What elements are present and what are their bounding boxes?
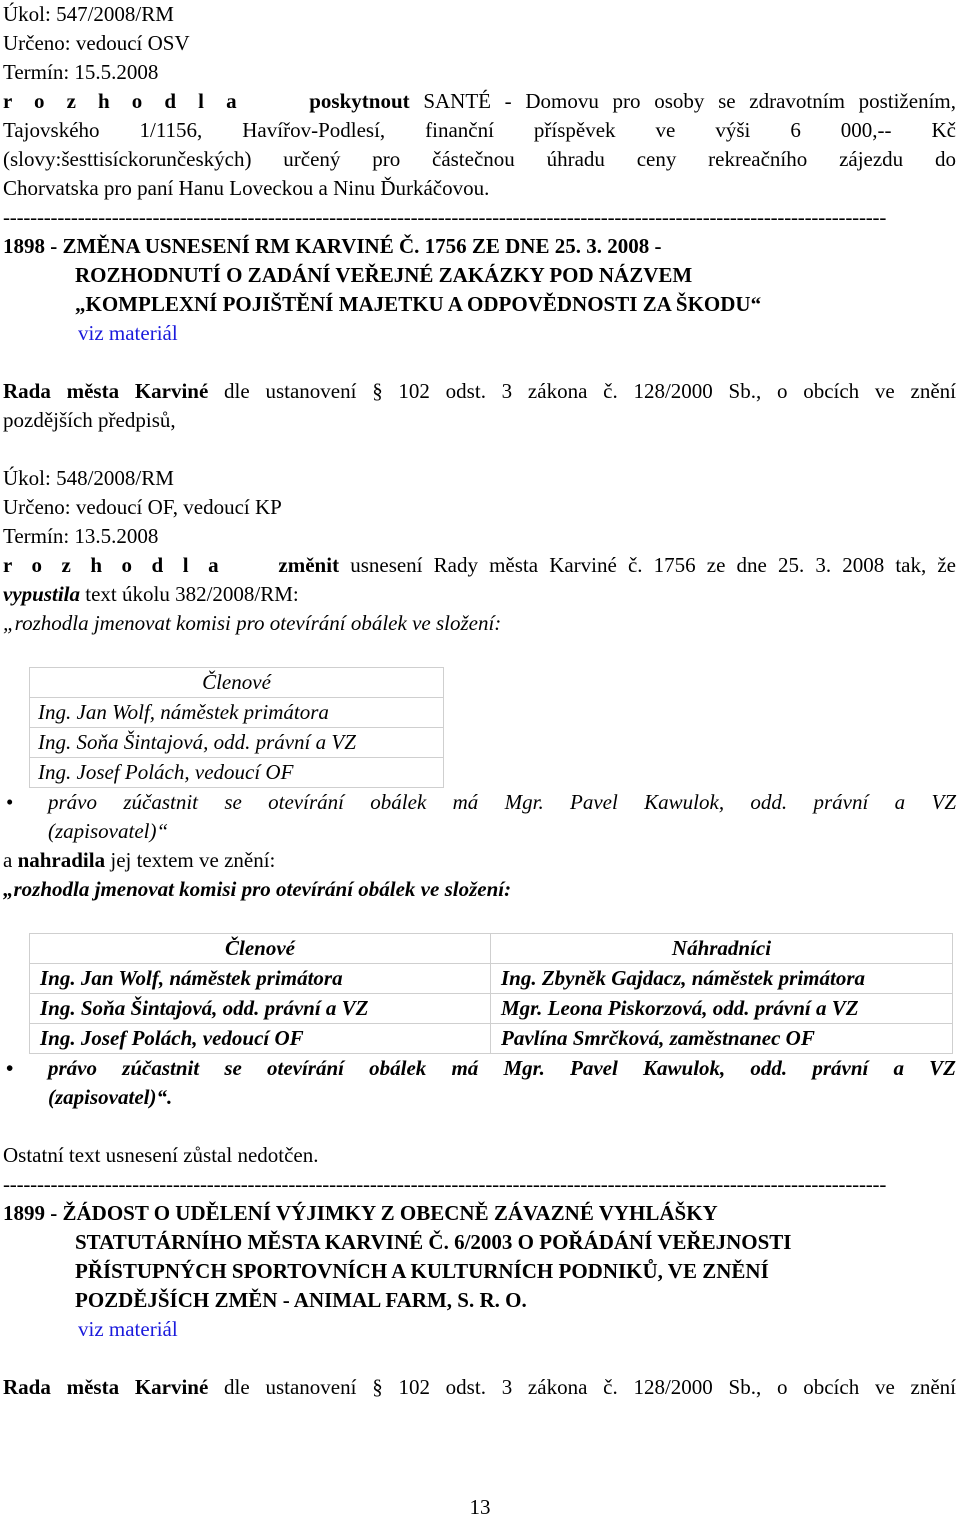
bullet-icon: •	[6, 1056, 14, 1080]
table-row: Ing. Jan Wolf, náměstek primátora	[30, 698, 444, 728]
decision-paragraph-line: Chorvatska pro paní Hanu Loveckou a Ninu Ďurkáčovou.	[3, 176, 490, 200]
section-divider: ----------------------------------------------------------------------------------------------------------------------------------	[3, 205, 887, 229]
deadline: Termín: 15.5.2008	[3, 60, 159, 84]
council-authority-line: Rada města Karviné dle ustanovení § 102 odst. 3 zákona č. 128/2000 Sb., o obcích ve znění	[3, 379, 956, 403]
task-number: Úkol: 547/2008/RM	[3, 2, 174, 26]
decision-paragraph-line: (slovy:šesttisíckorunčeských) určený pro částečnou úhradu ceny rekreačního zájezdu do	[3, 147, 956, 171]
view-material-link[interactable]: viz materiál	[78, 321, 178, 345]
table-row: Ing. Soňa Šintajová, odd. právní a VZ	[30, 728, 444, 758]
table-header: Náhradníci	[491, 934, 953, 964]
decision-verb: poskytnout	[309, 89, 410, 113]
table-header: Členové	[30, 668, 444, 698]
quoted-text: „rozhodla jmenovat komisi pro otevírání obálek ve složení:	[3, 611, 502, 635]
page-number: 13	[469, 1495, 491, 1519]
members-table-old	[29, 667, 444, 788]
decision-paragraph-line: Tajovského 1/1156, Havířov-Podlesí, finanční příspěvek ve výši 6 000,-- Kč	[3, 118, 956, 142]
table-row: Ing. Josef Polách, vedoucí OF Pavlína Smrčková, zaměstnanec OF	[30, 1024, 953, 1054]
resolution-heading-1898: 1898 - ZMĚNA USNESENÍ RM KARVINÉ Č. 1756 ZE DNE 25. 3. 2008 - ROZHODNUTÍ O ZADÁNÍ VEŘEJNÉ ZAKÁZKY POD NÁZVEM „KOMPLEXNÍ POJIŠTĚNÍ MAJETKU A ODPOVĚDNOSTI ZA ŠKODU“	[3, 234, 762, 316]
task-number: Úkol: 548/2008/RM	[3, 466, 174, 490]
decision-keyword: r o z h o d l a	[3, 89, 241, 113]
decision-paragraph-line: r o z h o d l a změnit usnesení Rady města Karviné č. 1756 ze dne 25. 3. 2008 tak, že	[3, 553, 956, 577]
table-row: Ing. Soňa Šintajová, odd. právní a VZ Mgr. Leona Piskorzová, odd. právní a VZ	[30, 994, 953, 1024]
resolution-heading-1899: 1899 - ŽÁDOST O UDĚLENÍ VÝJIMKY Z OBECNĚ ZÁVAZNÉ VYHLÁŠKY STATUTÁRNÍHO MĚSTA KARVINÉ Č. 6/2003 O POŘÁDÁNÍ VEŘEJNOSTI PŘÍSTUPNÝCH SPORTOVNÍCH A KULTURNÍCH PODNIKŮ, VE ZNĚNÍ POZDĚJŠÍCH ZMĚN - ANIMAL FARM, S. R. O.	[3, 1201, 792, 1312]
council-authority-line: pozdějších předpisů,	[3, 408, 176, 432]
bullet-item: • právo zúčastnit se otevírání obálek má Mgr. Pavel Kawulok, odd. právní a VZ (zapisovatel)“	[6, 790, 956, 843]
deadline: Termín: 13.5.2008	[3, 524, 159, 548]
table-row: Ing. Jan Wolf, náměstek primátora Ing. Zbyněk Gajdacz, náměstek primátora	[30, 964, 953, 994]
replacement-line: a nahradila jej textem ve znění:	[3, 848, 276, 872]
table-row: Ing. Josef Polách, vedoucí OF	[30, 758, 444, 788]
assigned-to: Určeno: vedoucí OSV	[3, 31, 190, 55]
decision-paragraph-line: vypustila text úkolu 382/2008/RM:	[3, 582, 299, 606]
bullet-icon: •	[6, 790, 14, 814]
view-material-link[interactable]: viz materiál	[78, 1317, 178, 1341]
council-authority-line: Rada města Karviné dle ustanovení § 102 odst. 3 zákona č. 128/2000 Sb., o obcích ve znění	[3, 1375, 956, 1399]
table-header: Členové	[30, 934, 491, 964]
closing-note: Ostatní text usnesení zůstal nedotčen.	[3, 1143, 319, 1167]
decision-keyword: r o z h o d l a	[3, 553, 223, 577]
quoted-text: „rozhodla jmenovat komisi pro otevírání obálek ve složení:	[3, 877, 512, 901]
decision-paragraph-line: r o z h o d l a poskytnout SANTÉ - Domovu pro osoby se zdravotním postižením,	[3, 89, 956, 113]
section-divider: ----------------------------------------------------------------------------------------------------------------------------------	[3, 1172, 887, 1196]
document-page	[3, 0, 956, 1402]
members-table-new	[29, 933, 953, 1054]
bullet-item: • právo zúčastnit se otevírání obálek má Mgr. Pavel Kawulok, odd. právní a VZ (zapisovatel)“.	[6, 1056, 956, 1109]
assigned-to: Určeno: vedoucí OF, vedoucí KP	[3, 495, 282, 519]
